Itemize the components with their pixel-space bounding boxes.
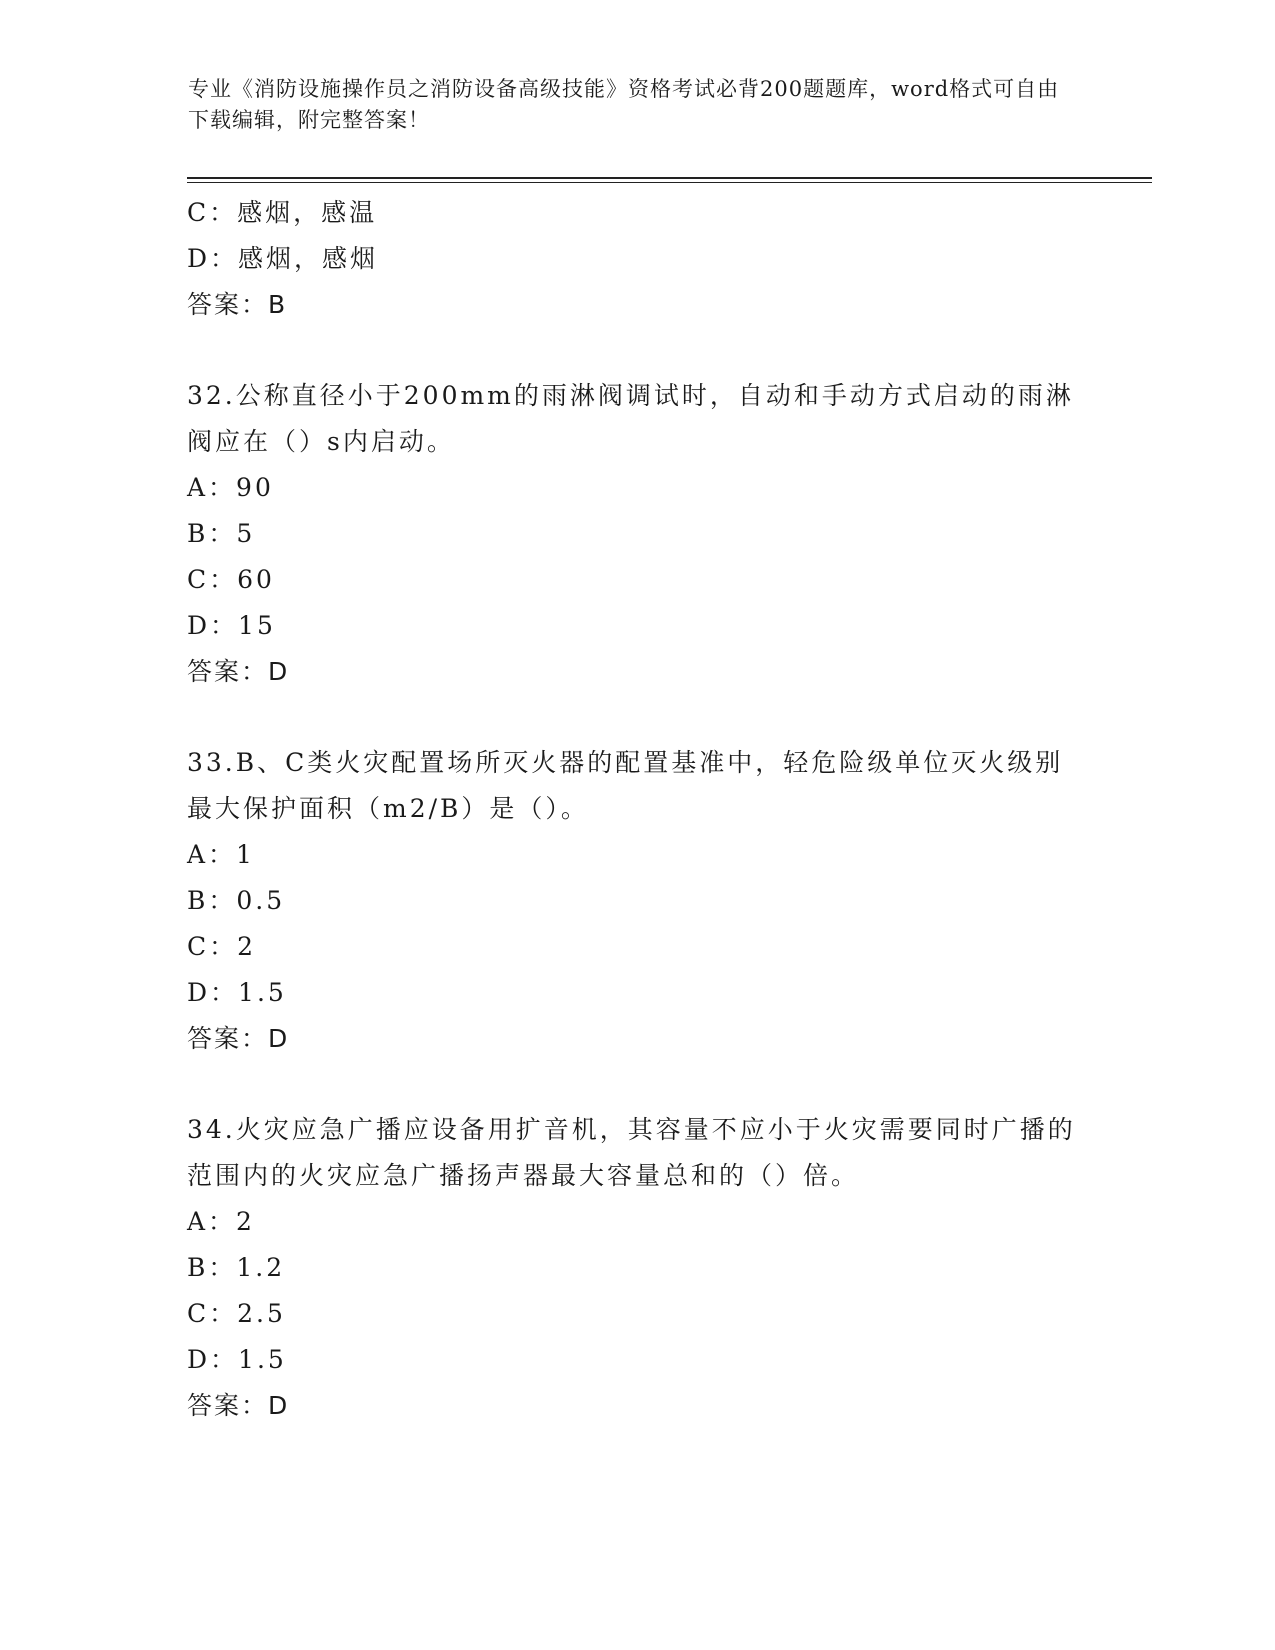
header-rule-bottom [187, 182, 1152, 183]
answer-line: 答案：D [187, 1024, 290, 1053]
option-d: D：1.5 [187, 1345, 287, 1374]
option-d: D：15 [187, 611, 276, 640]
question-block-33 [187, 740, 1087, 1062]
option-a: A：1 [187, 840, 255, 869]
question-block-32 [187, 373, 1087, 695]
question-list [187, 190, 1087, 1429]
option-b: B：1.2 [187, 1253, 286, 1282]
prev-question-block [187, 190, 1087, 328]
option-b: B：5 [187, 519, 256, 548]
spacer [187, 1062, 1087, 1107]
option-a: A：90 [187, 473, 274, 502]
spacer [187, 328, 1087, 373]
spacer [187, 695, 1087, 740]
option-d: D：感烟，感烟 [187, 244, 379, 273]
option-c: C：60 [187, 565, 275, 594]
question-text: 32.公称直径小于200mm的雨淋阀调试时，自动和手动方式启动的雨淋阀应在（）s内启动。 [187, 381, 1074, 456]
question-text: 34.火灾应急广播应设备用扩音机，其容量不应小于火灾需要同时广播的范围内的火灾应急广播扬声器最大容量总和的（）倍。 [187, 1115, 1076, 1190]
answer-line: 答案：D [187, 657, 290, 686]
answer-line: 答案：B [187, 290, 288, 319]
option-d: D：1.5 [187, 978, 287, 1007]
header-rule-top [187, 177, 1152, 179]
option-c: C：2.5 [187, 1299, 286, 1328]
option-a: A：2 [187, 1207, 255, 1236]
option-c: C：2 [187, 932, 257, 961]
document-header: 专业《消防设施操作员之消防设备高级技能》资格考试必背200题题库，word格式可自由下载编辑，附完整答案！ [188, 77, 1060, 132]
option-b: B：0.5 [187, 886, 286, 915]
option-c: C：感烟，感温 [187, 198, 378, 227]
answer-line: 答案：D [187, 1391, 290, 1420]
question-text: 33.B、C类火灾配置场所灭火器的配置基准中，轻危险级单位灭火级别最大保护面积（m2/B）是（）。 [187, 748, 1064, 823]
question-block-34 [187, 1107, 1087, 1429]
